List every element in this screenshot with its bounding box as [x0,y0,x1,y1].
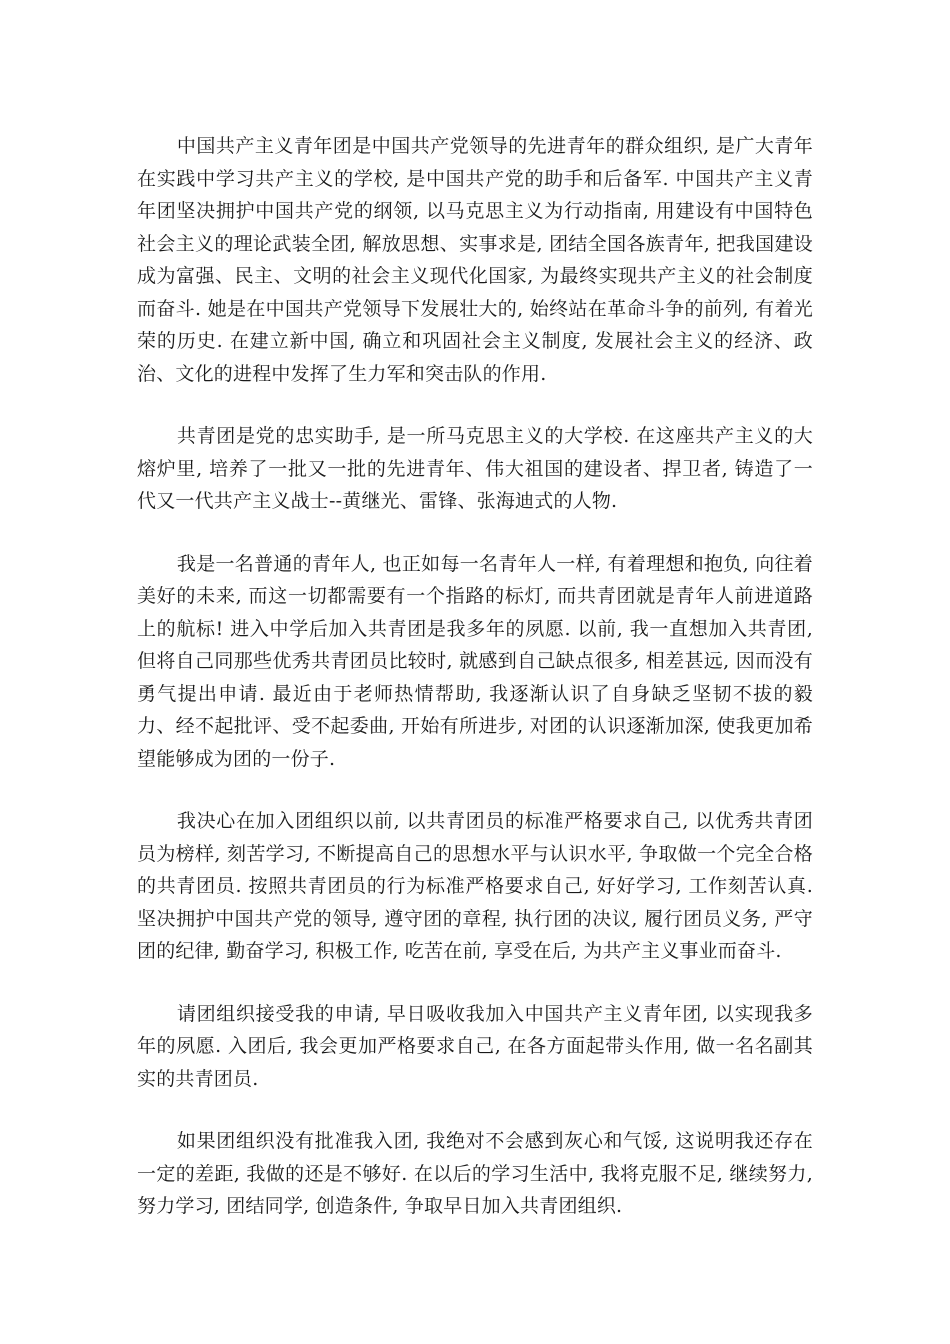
paragraph-3: 我是一名普通的青年人, 也正如每一名青年人一样, 有着理想和抱负, 向往着美好的未来, 而这一切都需要有一个指路的标灯, 而共青团就是青年人前进道路上的航标! 进入中学后加入共青团是我多年的夙愿. 以前, 我一直想加入共青团, 但将自己同那些优秀共青团员比较时, 就感到自己缺点很多, 相差甚远, 因而没有勇气提出申请. 最近由于老师热情帮助, 我逐渐认识了自身缺乏坚韧不拔的毅力、经不起批评、受不起委曲, 开始有所进步, 对团的认识逐渐加深, 使我更加希望能够成为团的一份子. [137,552,813,770]
paragraph-4: 我决心在加入团组织以前, 以共青团员的标准严格要求自己, 以优秀共青团员为榜样, 刻苦学习, 不断提高自己的思想水平与认识水平, 争取做一个完全合格的共青团员. 按照共青团员的行为标准严格要求自己, 好好学习, 工作刻苦认真. 坚决拥护中国共产党的领导, 遵守团的章程, 执行团的决议, 履行团员义务, 严守团的纪律, 勤奋学习, 积极工作, 吃苦在前, 享受在后, 为共产主义事业而奋斗. [137,810,813,962]
paragraph-2: 共青团是党的忠实助手, 是一所马克思主义的大学校. 在这座共产主义的大熔炉里, 培养了一批又一批的先进青年、伟大祖国的建设者、捍卫者, 铸造了一代又一代共产主义战士--黄继光、雷锋、张海迪式的人物. [137,425,813,512]
paragraph-5: 请团组织接受我的申请, 早日吸收我加入中国共产主义青年团, 以实现我多年的夙愿. 入团后, 我会更加严格要求自己, 在各方面起带头作用, 做一名名副其实的共青团员. [137,1002,813,1090]
paragraph-1: 中国共产主义青年团是中国共产党领导的先进青年的群众组织, 是广大青年在实践中学习共产主义的学校, 是中国共产党的助手和后备军. 中国共产主义青年团坚决拥护中国共产党的纲领, 以马克思主义为行动指南, 用建设有中国特色社会主义的理论武装全团, 解放思想、实事求是, 团结全国各族青年, 把我国建设成为富强、民主、文明的社会主义现代化国家, 为最终实现共产主义的社会制度而奋斗. 她是在中国共产党领导下发展壮大的, 始终站在革命斗争的前列, 有着光荣的历史. 在建立新中国, 确立和巩固社会主义制度, 发展社会主义的经济、政治、文化的进程中发挥了生力军和突击队的作用. [137,135,813,385]
paragraph-6: 如果团组织没有批准我入团, 我绝对不会感到灰心和气馁, 这说明我还存在一定的差距, 我做的还是不够好. 在以后的学习生活中, 我将克服不足, 继续努力, 努力学习, 团结同学, 创造条件, 争取早日加入共青团组织. [137,1130,813,1217]
document-body [137,130,813,1253]
